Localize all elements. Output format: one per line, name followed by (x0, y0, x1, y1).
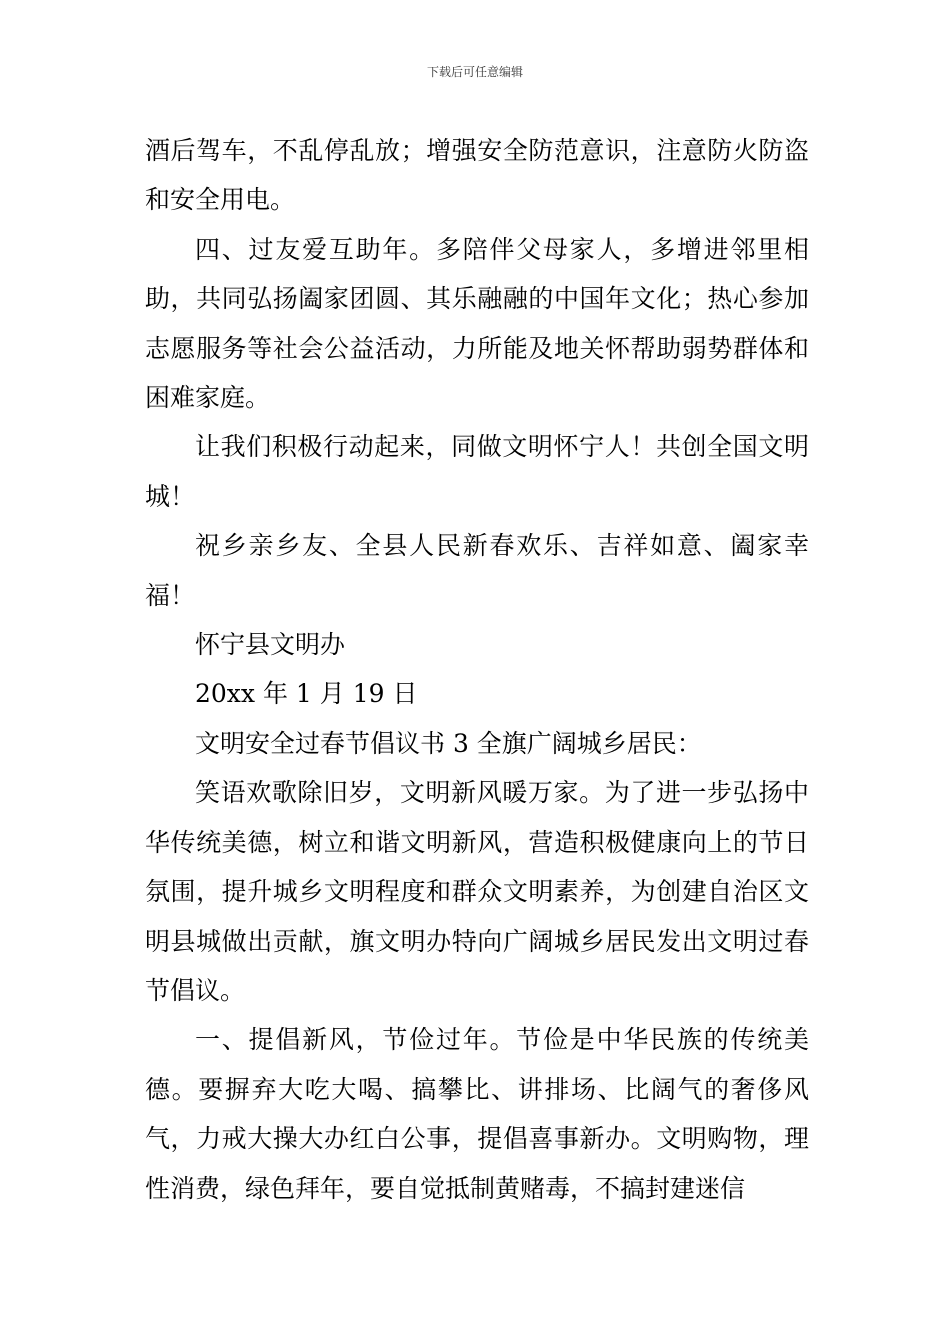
signature-date: 20xx 年 1 月 19 日 (195, 679, 418, 709)
page-header: 下载后可任意编辑 (426, 65, 523, 79)
paragraph-2: 四、过友爱互助年。多陪伴父母家人，多增进邻里相助，共同弘扬阖家团圆、其乐融融的中国年文化；热心参加志愿服务等社会公益活动，力所能及地关怀帮助弱势群体和困难家庭。 (145, 234, 809, 413)
paragraph-1: 酒后驾车，不乱停乱放；增强安全防范意识，注意防火防盗和安全用电。 (145, 136, 809, 215)
paragraph-4: 祝乡亲乡友、全县人民新春欢乐、吉祥如意、阖家幸福！ (145, 531, 809, 610)
document-body (145, 126, 809, 1213)
paragraph-3: 让我们积极行动起来，同做文明怀宁人！共创全国文明城！ (145, 432, 809, 511)
paragraph-9: 一、提倡新风，节俭过年。节俭是中华民族的传统美德。要摒弃大吃大喝、搞攀比、讲排场、比阔气的奢侈风气，力戒大操大办红白公事，提倡喜事新办。文明购物，理性消费，绿色拜年，要自觉抵制黄赌毒，不搞封建迷信 (145, 1025, 809, 1203)
signature-org: 怀宁县文明办 (195, 630, 346, 660)
paragraph-8: 笑语欢歌除旧岁，文明新风暖万家。为了进一步弘扬中华传统美德，树立和谐文明新风，营造积极健康向上的节日氛围，提升城乡文明程度和群众文明素养，为创建自治区文明县城做出贡献，旗文明办特向广阔城乡居民发出文明过春节倡议。 (145, 778, 809, 1005)
section-title: 文明安全过春节倡议书 3 全旗广阔城乡居民： (195, 728, 702, 758)
